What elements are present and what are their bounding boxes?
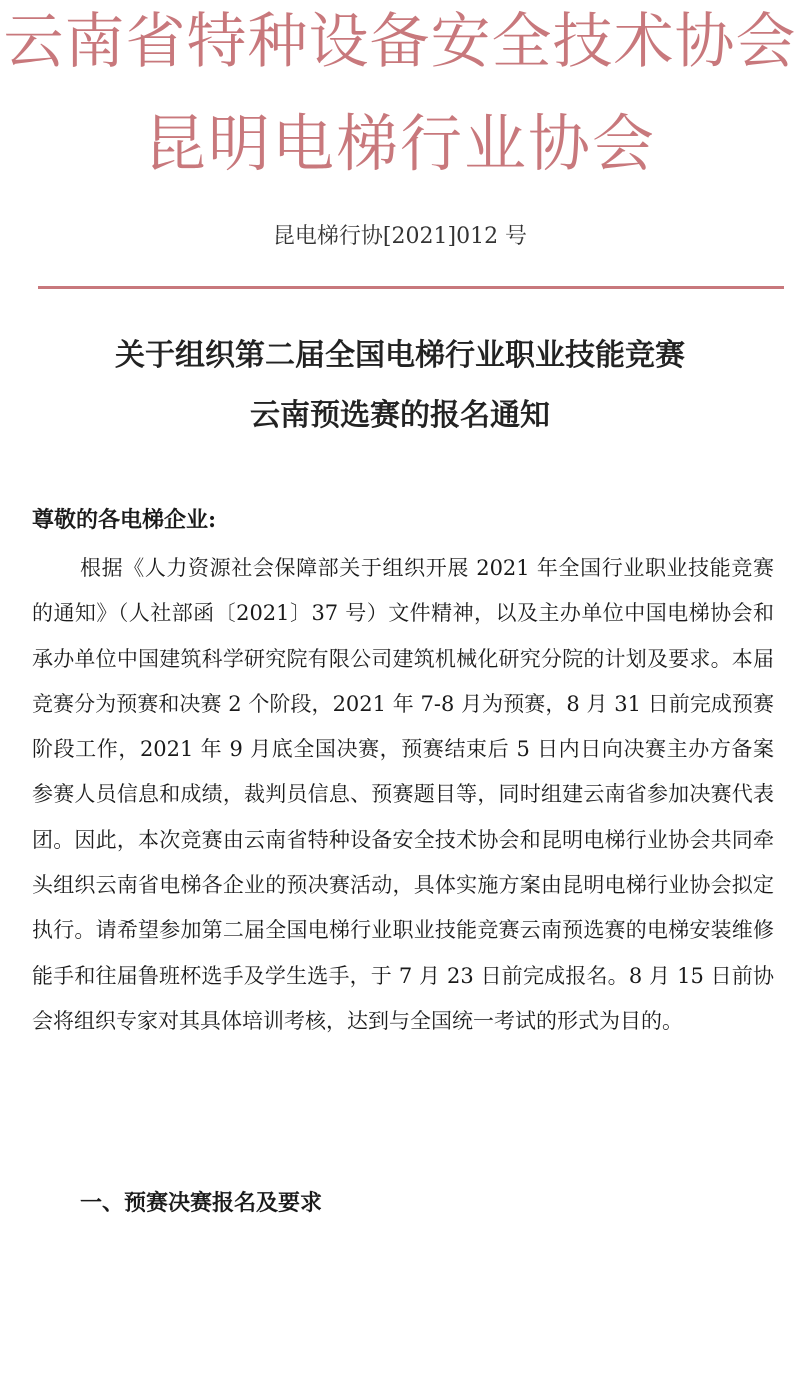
notice-title-line-2: 云南预选赛的报名通知	[250, 398, 550, 433]
issuing-org-name-2: 昆明电梯行业协会	[143, 107, 656, 180]
section-heading: 一、预赛决赛报名及要求	[80, 1190, 323, 1216]
notice-title-line-1: 关于组织第二届全国电梯行业职业技能竞赛	[115, 338, 685, 373]
body-paragraph: 根据《人力资源社会保障部关于组织开展 2021 年全国行业职业技能竞赛的通知》（人社部函〔2021〕37 号）文件精神，以及主办单位中国电梯协会和承办单位中国建筑科学研究院有限公司建筑机械化研究分院的计划及要求。本届竞赛分为预赛和决赛 2 个阶段，2021 年 7-8 月为预赛，8 月 31 日前完成预赛阶段工作，2021 年 9 月底全国决赛，预赛结束后 5 日内日向决赛主办方备案参赛人员信息和成绩，裁判员信息、预赛题目等，同时组建云南省参加决赛代表团。因此，本次竞赛由云南省特种设备安全技术协会和昆明电梯行业协会共同牵头组织云南省电梯各企业的预决赛活动，具体实施方案由昆明电梯行业协会拟定执行。请希望参加第二届全国电梯行业职业技能竞赛云南预选赛的电梯安装维修能手和往届鲁班杯选手及学生选手，于 7 月 23 日前完成报名。8 月 15 日前协会将组织专家对其具体培训考核，达到与全国统一考试的形式为目的。	[32, 556, 774, 1033]
issuing-org-name-1: 云南省特种设备安全技术协会	[3, 7, 797, 77]
document-number: 昆电梯行协[2021]012 号	[272, 224, 528, 249]
header-divider	[38, 286, 784, 289]
salutation: 尊敬的各电梯企业:	[32, 507, 217, 533]
